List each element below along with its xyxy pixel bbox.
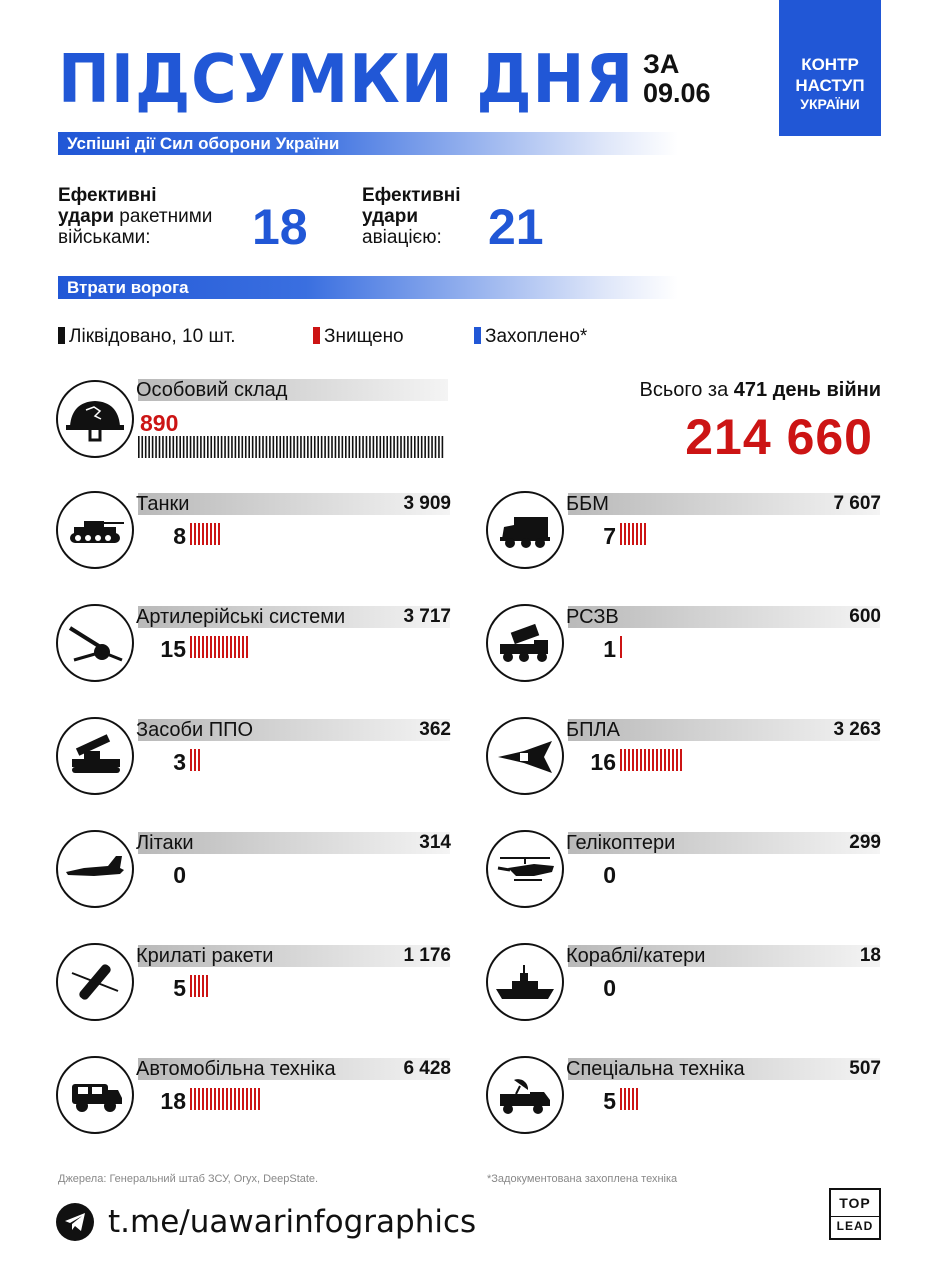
missile-strikes-value: 18 <box>252 199 308 255</box>
liquidated-tick <box>424 436 426 458</box>
category-tick-marks <box>620 1088 780 1110</box>
destroyed-tick <box>190 1088 192 1110</box>
legend-destroyed <box>313 326 404 348</box>
liquidated-tick <box>314 436 316 458</box>
category-label: Артилерійські системи <box>136 606 346 628</box>
captured-footnote: *Задокументована захоплена техніка <box>487 1173 678 1185</box>
liquidated-tick <box>421 436 423 458</box>
category-label: РСЗВ <box>566 606 619 628</box>
toplead-logo-bottom: LEAD <box>831 1216 879 1233</box>
truck-icon <box>56 1056 134 1134</box>
destroyed-tick <box>640 749 642 771</box>
liquidated-tick <box>148 436 150 458</box>
toplead-logo-top: TOP <box>839 1195 871 1211</box>
category-today: 5 <box>603 1088 616 1114</box>
category-total: 1 176 <box>403 945 451 966</box>
page-title: ПІДСУМКИ ДНЯ <box>58 39 635 119</box>
brand-line-3: УКРАЇНИ <box>800 96 860 112</box>
liquidated-tick <box>210 436 212 458</box>
liquidated-tick <box>417 436 419 458</box>
total-caption-days: 471 день війни <box>733 379 881 401</box>
telegram-icon <box>56 1203 94 1241</box>
missile-strikes-rest-2: ракетними <box>114 206 213 227</box>
destroyed-tick <box>250 1088 252 1110</box>
destroyed-tick <box>194 1088 196 1110</box>
liquidated-tick <box>190 436 192 458</box>
category-label: БПЛА <box>566 719 620 741</box>
liquidated-tick <box>397 436 399 458</box>
destroyed-tick <box>194 975 196 997</box>
category-today: 7 <box>603 523 616 549</box>
destroyed-tick <box>214 523 216 545</box>
destroyed-tick <box>226 636 228 658</box>
mlrs-icon <box>486 604 564 682</box>
destroyed-tick <box>214 636 216 658</box>
liquidated-tick <box>435 436 437 458</box>
destroyed-tick <box>218 523 220 545</box>
liquidated-tick <box>290 436 292 458</box>
destroyed-tick <box>234 636 236 658</box>
liquidated-tick <box>293 436 295 458</box>
destroyed-tick <box>644 749 646 771</box>
missile-strikes-label <box>58 185 212 248</box>
category-today: 18 <box>160 1088 186 1114</box>
destroyed-tick <box>648 749 650 771</box>
legend-destroyed-label: Знищено <box>324 326 404 347</box>
destroyed-tick <box>632 1088 634 1110</box>
liquidated-tick <box>362 436 364 458</box>
liquidated-tick <box>207 436 209 458</box>
liquidated-tick <box>331 436 333 458</box>
destroyed-tick <box>210 636 212 658</box>
telegram-url[interactable]: t.me/uawarinfographics <box>108 1204 477 1240</box>
sources-note: Джерела: Генеральний штаб ЗСУ, Oryx, DeepState. <box>58 1173 319 1185</box>
category-total: 3 263 <box>833 719 881 740</box>
missile-strikes-bold-2: удари <box>58 206 115 227</box>
category-total: 507 <box>849 1058 881 1079</box>
destroyed-tick <box>218 1088 220 1110</box>
liquidated-tick <box>179 436 181 458</box>
liquidated-tick <box>279 436 281 458</box>
category-today: 0 <box>173 862 186 888</box>
liquidated-tick <box>369 436 371 458</box>
liquidated-tick <box>224 436 226 458</box>
missile-strikes-rest-3: військами: <box>58 227 151 248</box>
air-defense-icon <box>56 717 134 795</box>
destroyed-tick <box>628 523 630 545</box>
destroyed-tick <box>242 636 244 658</box>
liquidated-tick <box>276 436 278 458</box>
category-total: 362 <box>419 719 451 740</box>
liquidated-tick <box>231 436 233 458</box>
liquidated-tick <box>245 436 247 458</box>
destroyed-tick <box>238 636 240 658</box>
destroyed-tick <box>210 523 212 545</box>
category-total: 299 <box>849 832 881 853</box>
liquidated-tick <box>214 436 216 458</box>
liquidated-tick <box>304 436 306 458</box>
liquidated-tick <box>266 436 268 458</box>
liquidated-tick <box>262 436 264 458</box>
destroyed-tick <box>632 523 634 545</box>
helicopter-icon <box>486 830 564 908</box>
destroyed-tick <box>206 975 208 997</box>
destroyed-tick <box>226 1088 228 1110</box>
toplead-logo <box>829 1188 881 1240</box>
category-tick-marks <box>620 749 780 771</box>
liquidated-tick <box>442 436 444 458</box>
destroyed-tick <box>242 1088 244 1110</box>
radar-truck-icon <box>486 1056 564 1134</box>
category-today: 3 <box>173 749 186 775</box>
liquidated-tick <box>373 436 375 458</box>
liquidated-tick <box>286 436 288 458</box>
destroyed-tick <box>620 1088 622 1110</box>
destroyed-tick <box>628 1088 630 1110</box>
personnel-total: 214 660 <box>685 409 873 465</box>
liquidated-tick <box>366 436 368 458</box>
category-tick-marks <box>190 523 350 545</box>
liquidated-tick <box>176 436 178 458</box>
howitzer-icon <box>56 604 134 682</box>
aviation-strikes-value: 21 <box>488 199 544 255</box>
destroyed-tick <box>198 636 200 658</box>
brand-line-2: НАСТУП <box>795 76 865 95</box>
liquidated-tick <box>345 436 347 458</box>
destroyed-tick <box>636 523 638 545</box>
liquidated-tick <box>352 436 354 458</box>
personnel-label: Особовий склад <box>136 379 288 401</box>
destroyed-tick <box>210 1088 212 1110</box>
category-tick-marks <box>190 1088 350 1110</box>
liquidated-tick <box>376 436 378 458</box>
legend-destroyed-swatch <box>313 327 320 344</box>
category-tick-marks <box>620 636 780 658</box>
liquidated-tick <box>173 436 175 458</box>
legend-captured-label: Захоплено* <box>485 326 588 347</box>
liquidated-tick <box>383 436 385 458</box>
category-today: 8 <box>173 523 186 549</box>
destroyed-tick <box>202 523 204 545</box>
category-total: 600 <box>849 606 881 627</box>
category-today: 1 <box>603 636 616 662</box>
category-tick-marks <box>190 862 350 884</box>
brand-logo <box>779 0 881 136</box>
liquidated-tick <box>273 436 275 458</box>
personnel-today: 890 <box>140 410 179 436</box>
brand-line-1: КОНТР <box>801 55 859 74</box>
category-tick-marks <box>190 749 350 771</box>
total-caption <box>640 379 881 401</box>
liquidated-tick <box>307 436 309 458</box>
category-tick-marks <box>190 636 350 658</box>
liquidated-tick <box>328 436 330 458</box>
destroyed-tick <box>230 1088 232 1110</box>
legend <box>58 326 678 348</box>
destroyed-tick <box>206 636 208 658</box>
liquidated-tick <box>186 436 188 458</box>
destroyed-tick <box>190 523 192 545</box>
liquidated-tick <box>228 436 230 458</box>
category-today: 0 <box>603 862 616 888</box>
liquidated-tick <box>342 436 344 458</box>
category-tick-marks <box>620 862 780 884</box>
destroyed-tick <box>620 636 622 658</box>
category-label: Танки <box>136 493 190 515</box>
category-label: Літаки <box>136 832 194 854</box>
liquidated-tick <box>414 436 416 458</box>
category-label: Автомобільна техніка <box>136 1058 336 1080</box>
destroyed-tick <box>194 749 196 771</box>
liquidated-tick <box>259 436 261 458</box>
category-tick-marks <box>620 523 780 545</box>
section-losses-header: Втрати ворога <box>58 276 678 299</box>
liquidated-tick <box>390 436 392 458</box>
liquidated-tick <box>300 436 302 458</box>
liquidated-tick <box>193 436 195 458</box>
liquidated-tick <box>324 436 326 458</box>
destroyed-tick <box>636 749 638 771</box>
telegram-link[interactable] <box>56 1202 476 1242</box>
liquidated-tick <box>428 436 430 458</box>
liquidated-tick <box>311 436 313 458</box>
category-today: 5 <box>173 975 186 1001</box>
helmet-icon <box>56 380 134 458</box>
date-value: 09.06 <box>643 78 711 108</box>
destroyed-tick <box>676 749 678 771</box>
missile-strikes-bold-1: Ефективні <box>58 185 157 206</box>
liquidated-tick <box>183 436 185 458</box>
destroyed-tick <box>632 749 634 771</box>
destroyed-tick <box>238 1088 240 1110</box>
category-today: 15 <box>160 636 186 662</box>
destroyed-tick <box>206 1088 208 1110</box>
total-caption-prefix: Всього за <box>639 379 734 401</box>
destroyed-tick <box>636 1088 638 1110</box>
destroyed-tick <box>190 975 192 997</box>
liquidated-tick <box>141 436 143 458</box>
destroyed-tick <box>190 636 192 658</box>
category-today: 0 <box>603 975 616 1001</box>
liquidated-tick <box>204 436 206 458</box>
liquidated-tick <box>138 436 140 458</box>
liquidated-tick <box>407 436 409 458</box>
destroyed-tick <box>194 523 196 545</box>
jet-icon <box>56 830 134 908</box>
destroyed-tick <box>624 523 626 545</box>
category-label: Засоби ППО <box>136 719 254 741</box>
destroyed-tick <box>202 1088 204 1110</box>
aviation-strikes-label <box>362 185 461 248</box>
destroyed-tick <box>198 749 200 771</box>
liquidated-tick <box>155 436 157 458</box>
category-label: Гелікоптери <box>566 832 676 854</box>
destroyed-tick <box>660 749 662 771</box>
personnel-tick-marks <box>138 436 448 458</box>
liquidated-tick <box>348 436 350 458</box>
category-total: 314 <box>419 832 451 853</box>
destroyed-tick <box>668 749 670 771</box>
category-label: ББМ <box>566 493 609 515</box>
destroyed-tick <box>230 636 232 658</box>
liquidated-tick <box>252 436 254 458</box>
liquidated-tick <box>269 436 271 458</box>
liquidated-tick <box>145 436 147 458</box>
liquidated-tick <box>355 436 357 458</box>
liquidated-tick <box>317 436 319 458</box>
aviation-strikes-rest-3: авіацією: <box>362 227 442 248</box>
category-total: 7 607 <box>833 493 881 514</box>
liquidated-tick <box>242 436 244 458</box>
liquidated-tick <box>438 436 440 458</box>
destroyed-tick <box>640 523 642 545</box>
destroyed-tick <box>206 523 208 545</box>
destroyed-tick <box>644 523 646 545</box>
liquidated-tick <box>169 436 171 458</box>
liquidated-tick <box>431 436 433 458</box>
liquidated-tick <box>152 436 154 458</box>
destroyed-tick <box>664 749 666 771</box>
liquidated-tick <box>200 436 202 458</box>
destroyed-tick <box>194 636 196 658</box>
legend-liquidated-label: Ліквідовано, 10 шт. <box>69 326 236 347</box>
legend-liquidated <box>58 326 236 348</box>
liquidated-tick <box>166 436 168 458</box>
tank-icon <box>56 491 134 569</box>
liquidated-tick <box>338 436 340 458</box>
destroyed-tick <box>234 1088 236 1110</box>
destroyed-tick <box>222 636 224 658</box>
destroyed-tick <box>624 749 626 771</box>
category-today: 16 <box>590 749 616 775</box>
liquidated-tick <box>359 436 361 458</box>
category-total: 6 428 <box>403 1058 451 1079</box>
destroyed-tick <box>214 1088 216 1110</box>
liquidated-tick <box>197 436 199 458</box>
destroyed-tick <box>656 749 658 771</box>
drone-icon <box>486 717 564 795</box>
destroyed-tick <box>258 1088 260 1110</box>
destroyed-tick <box>652 749 654 771</box>
aviation-strikes-bold-2: удари <box>362 206 419 227</box>
destroyed-tick <box>222 1088 224 1110</box>
liquidated-tick <box>238 436 240 458</box>
destroyed-tick <box>672 749 674 771</box>
section-success-header: Успішні дії Сил оборони України <box>58 132 678 155</box>
destroyed-tick <box>246 636 248 658</box>
liquidated-tick <box>217 436 219 458</box>
missile-icon <box>56 943 134 1021</box>
liquidated-tick <box>255 436 257 458</box>
destroyed-tick <box>202 975 204 997</box>
liquidated-tick <box>159 436 161 458</box>
destroyed-tick <box>628 749 630 771</box>
destroyed-tick <box>246 1088 248 1110</box>
destroyed-tick <box>202 636 204 658</box>
ship-icon <box>486 943 564 1021</box>
liquidated-tick <box>400 436 402 458</box>
liquidated-tick <box>393 436 395 458</box>
legend-captured <box>474 326 587 348</box>
liquidated-tick <box>235 436 237 458</box>
liquidated-tick <box>404 436 406 458</box>
liquidated-tick <box>321 436 323 458</box>
destroyed-tick <box>620 749 622 771</box>
destroyed-tick <box>620 523 622 545</box>
category-tick-marks <box>190 975 350 997</box>
destroyed-tick <box>198 1088 200 1110</box>
destroyed-tick <box>254 1088 256 1110</box>
liquidated-tick <box>248 436 250 458</box>
category-label: Спеціальна техніка <box>566 1058 745 1080</box>
category-tick-marks <box>620 975 780 997</box>
category-label: Кораблі/катери <box>566 945 706 967</box>
legend-liquidated-swatch <box>58 327 65 344</box>
liquidated-tick <box>297 436 299 458</box>
report-date <box>643 50 711 108</box>
destroyed-tick <box>680 749 682 771</box>
aviation-strikes-bold-1: Ефективні <box>362 185 461 206</box>
destroyed-tick <box>218 636 220 658</box>
liquidated-tick <box>162 436 164 458</box>
liquidated-tick <box>411 436 413 458</box>
category-total: 3 909 <box>403 493 451 514</box>
liquidated-tick <box>283 436 285 458</box>
destroyed-tick <box>198 975 200 997</box>
destroyed-tick <box>624 1088 626 1110</box>
destroyed-tick <box>190 749 192 771</box>
liquidated-tick <box>386 436 388 458</box>
armored-vehicle-icon <box>486 491 564 569</box>
liquidated-tick <box>335 436 337 458</box>
legend-captured-swatch <box>474 327 481 344</box>
destroyed-tick <box>198 523 200 545</box>
date-prefix: ЗА <box>643 49 680 79</box>
liquidated-tick <box>221 436 223 458</box>
category-total: 18 <box>859 945 881 966</box>
category-label: Крилаті ракети <box>136 945 274 967</box>
liquidated-tick <box>380 436 382 458</box>
category-total: 3 717 <box>403 606 451 627</box>
